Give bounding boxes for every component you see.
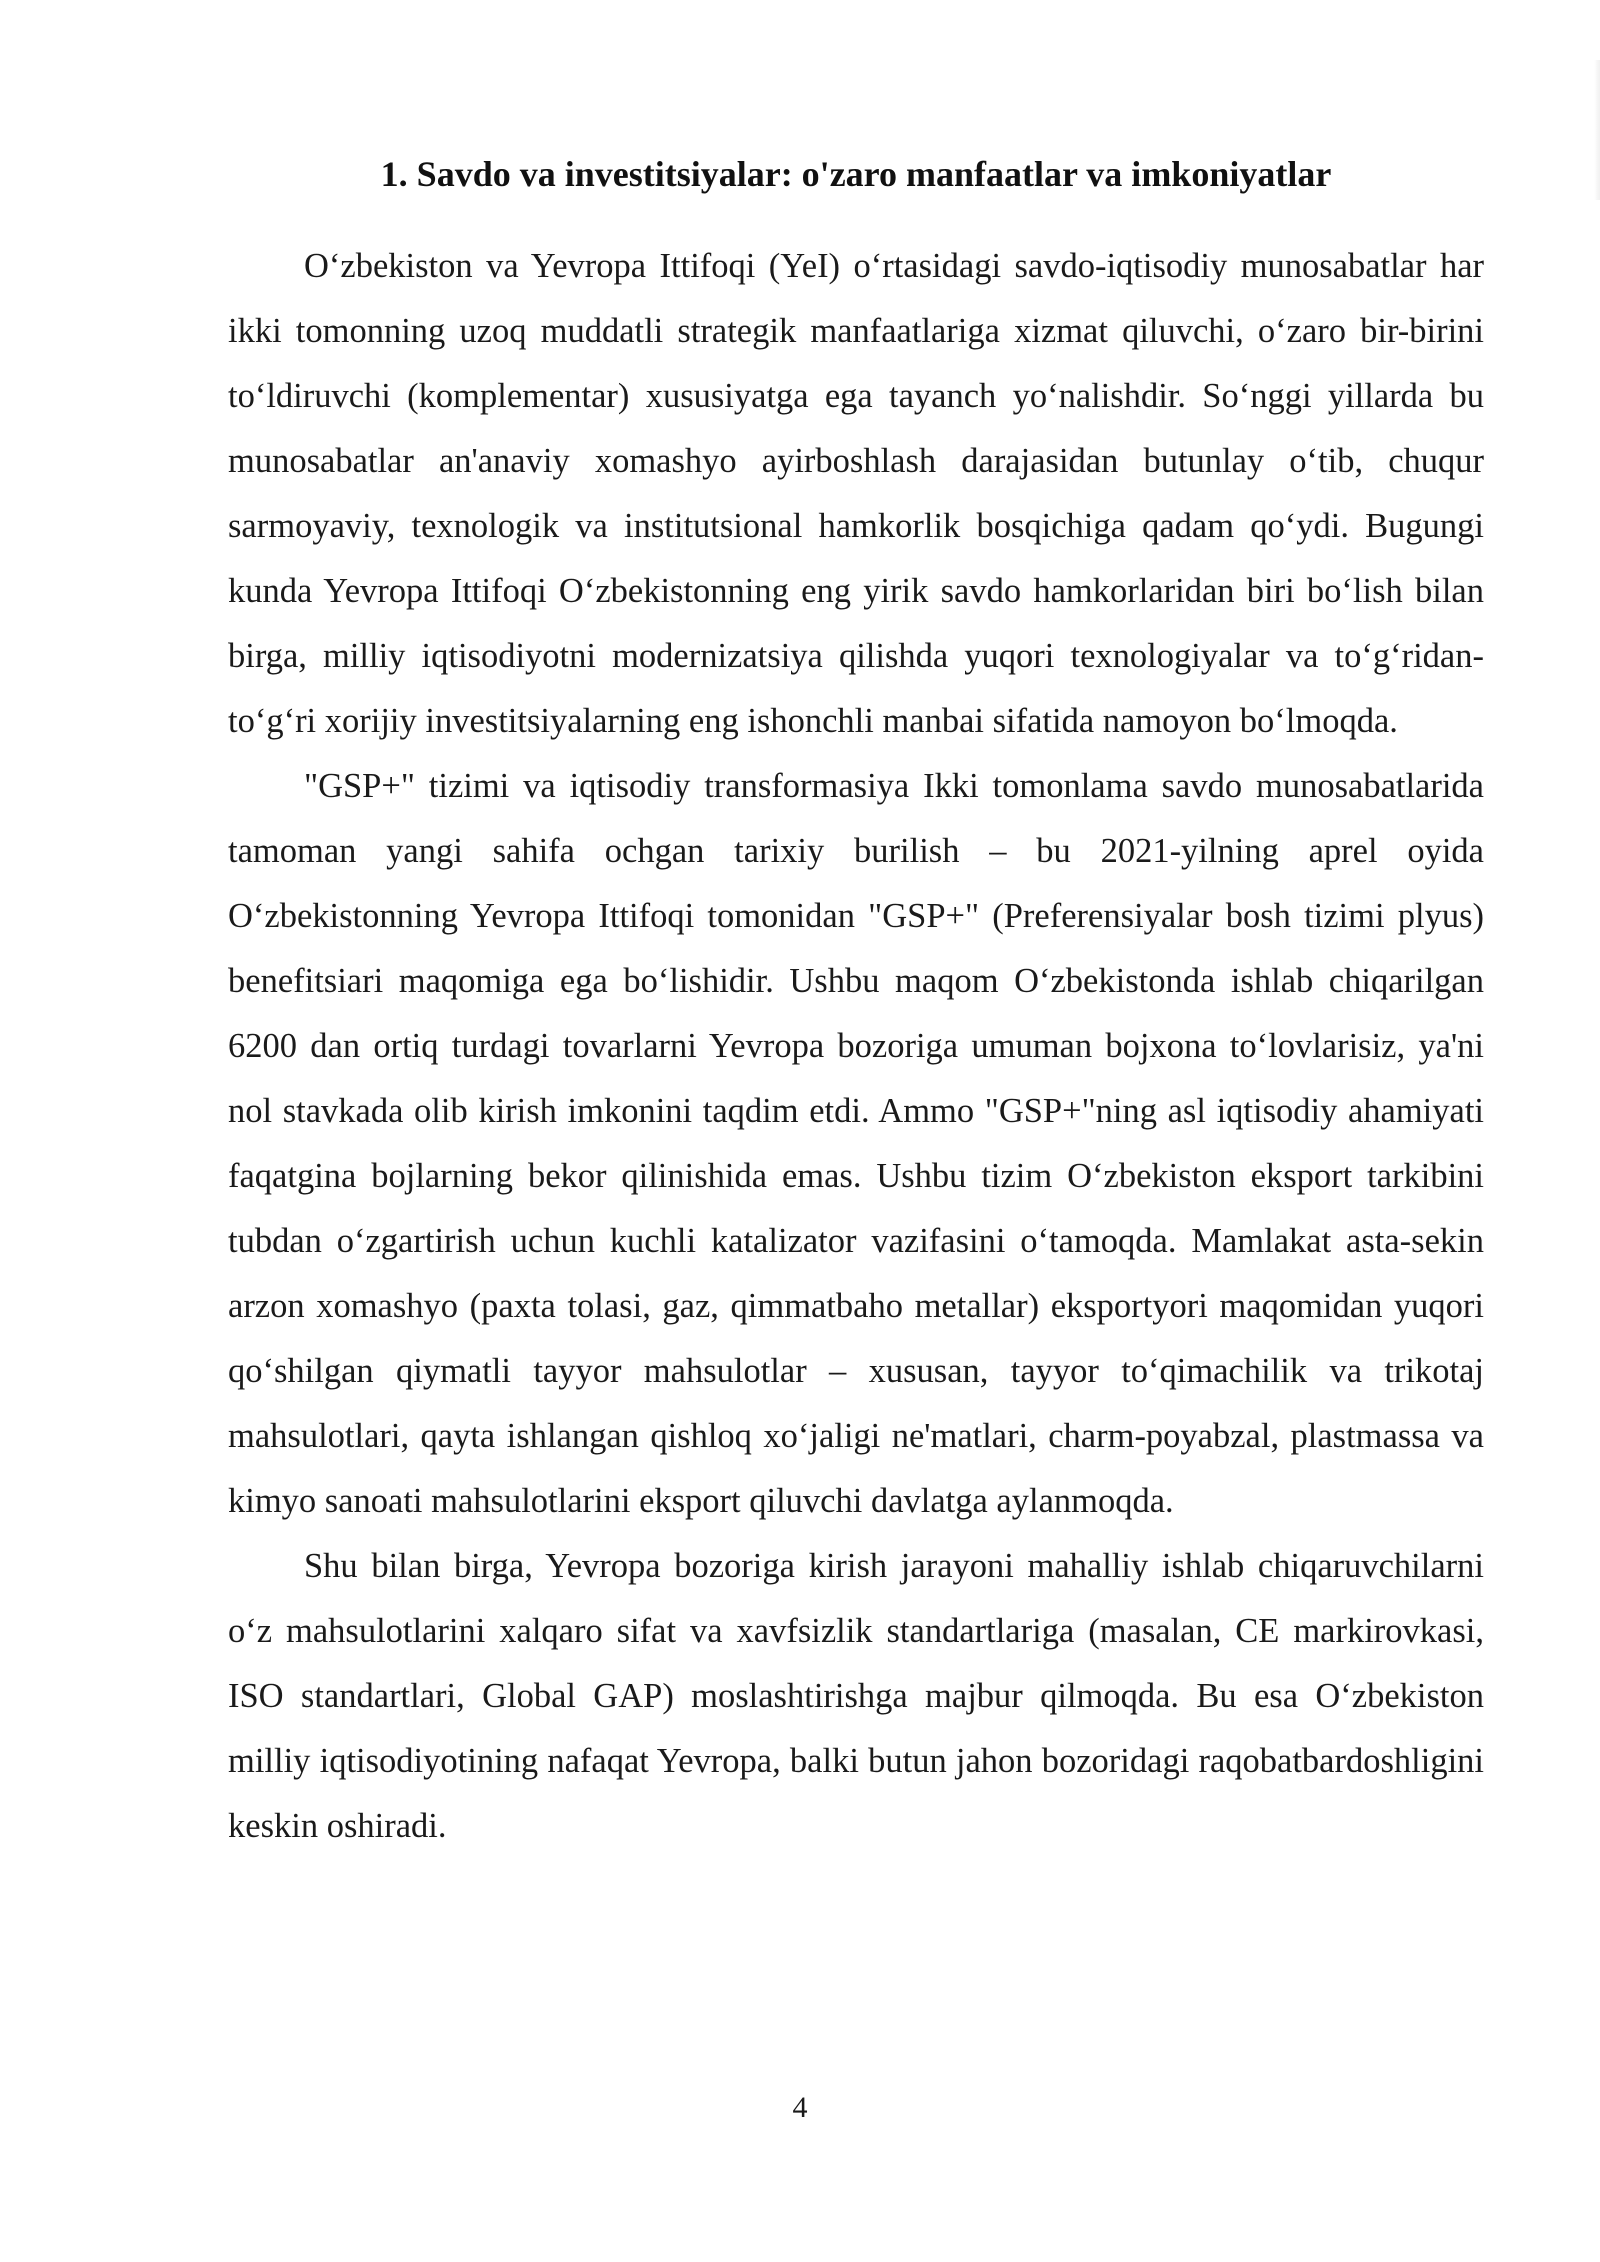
paragraph-standards: Shu bilan birga, Yevropa bozoriga kirish jarayoni mahalliy ishlab chiqaruvchilarni o‘z mahsulotlarini xalqaro sifat va xavfsizlik standartlariga (masalan, CE markirovkasi, ISO standartlari, Global GAP) moslashtirishga majbur qilmoqda. Bu esa O‘zbekiston milliy iqtisodiyotining nafaqat Yevropa, balki butun jahon bozoridagi raqobatbardoshligini keskin oshiradi. [228,1547,1484,1845]
page-number: 4 [792,2091,808,2124]
paragraph-gsp-plus: "GSP+" tizimi va iqtisodiy transformasiya Ikki tomonlama savdo munosabatlarida tamoman yangi sahifa ochgan tarixiy burilish – bu 2021-yilning aprel oyida O‘zbekistonning Yevropa Ittifoqi tomonidan "GSP+" (Preferensiyalar bosh tizimi plyus) benefitsiari maqomiga ega bo‘lishidir. Ushbu maqom O‘zbekistonda ishlab chiqarilgan 6200 dan ortiq turdagi tovarlarni Yevropa bozoriga umuman bojxona to‘lovlarisiz, ya'ni nol stavkada olib kirish imkonini taqdim etdi. Ammo "GSP+"ning asl iqtisodiy ahamiyati faqatgina bojlarning bekor qilinishida emas. Ushbu tizim O‘zbekiston eksport tarkibini tubdan o‘zgartirish uchun kuchli katalizator vazifasini o‘tamoqda. Mamlakat asta-sekin arzon xomashyo (paxta tolasi, gaz, qimmatbaho metallar) eksportyori maqomidan yuqori qo‘shilgan qiymatli tayyor mahsulotlar – xususan, tayyor to‘qimachilik va trikotaj mahsulotlari, qayta ishlangan qishloq xo‘jaligi ne'matlari, charm-poyabzal, plastmassa va kimyo sanoati mahsulotlarini eksport qiluvchi davlatga aylanmoqda. [228,767,1484,1520]
page-content [228,148,1484,1859]
page-edge-shadow [1594,60,1600,200]
paragraph-intro: O‘zbekiston va Yevropa Ittifoqi (YeI) o‘rtasidagi savdo-iqtisodiy munosabatlar har ikki tomonning uzoq muddatli strategik manfaatlariga xizmat qiluvchi, o‘zaro bir-birini to‘ldiruvchi (komplementar) xususiyatga ega tayanch yo‘nalishdir. So‘nggi yillarda bu munosabatlar an'anaviy xomashyo ayirboshlash darajasidan butunlay o‘tib, chuqur sarmoyaviy, texnologik va institutsional hamkorlik bosqichiga qadam qo‘ydi. Bugungi kunda Yevropa Ittifoqi O‘zbekistonning eng yirik savdo hamkorlaridan biri bo‘lish bilan birga, milliy iqtisodiyotni modernizatsiya qilishda yuqori texnologiyalar va to‘g‘ridan-to‘g‘ri xorijiy investitsiyalarning eng ishonchli manbai sifatida namoyon bo‘lmoqda. [228,247,1484,740]
section-heading: 1. Savdo va investitsiyalar: o'zaro manfaatlar va imkoniyatlar [380,154,1332,194]
